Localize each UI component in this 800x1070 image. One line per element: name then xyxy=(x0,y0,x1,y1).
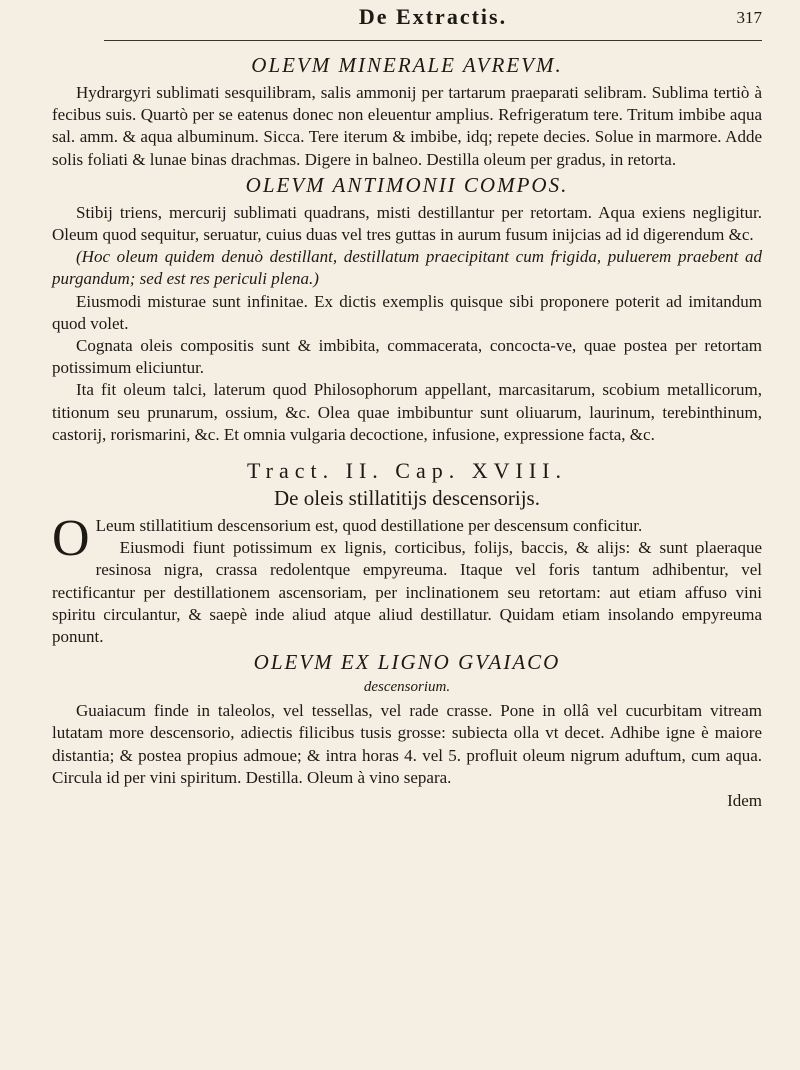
drop-capital: O xyxy=(52,510,90,568)
paragraph: Stibij triens, mercurij sublimati quadrans, misti destillantur per retortam. Aqua exiens negligitur. Oleum quod sequitur, seruatur, cuius duas vel tres guttas in aurum fusum inijcias ad id digerendum &c. xyxy=(52,202,762,245)
paragraph: Hydrargyri sublimati sesquilibram, salis ammonij per tartarum praeparati selibram. Sublima tertiò à fecibus suis. Quartò per se eatenus donec non eleuentur amplius. Refrigeratum tere. Tritum imbibe aqua sal. amm. & aqua albuminum. Sicca. Tere iterum & imbibe, idq; repete decies. Solue in marmore. Adde solis foliati & lunae binas drachmas. Digere in balneo. Destilla oleum per gradus, in retorta. xyxy=(52,83,762,169)
section-subheading: descensorium. xyxy=(363,679,451,696)
page-body xyxy=(52,41,762,811)
paragraph-with-dropcap xyxy=(52,510,762,568)
page-number: 317 xyxy=(736,8,762,27)
paragraph: Eiusmodi misturae sunt infinitae. Ex dictis exemplis quisque sibi proponere poterit ad imitandum quod volet. xyxy=(52,291,762,333)
paragraph: Cognata oleis compositis sunt & imbibita, commacerata, concocta-ve, quae postea per retortam potissimum eliciuntur. xyxy=(52,336,762,378)
paragraph: Eiusmodi fiunt potissimum ex lignis, corticibus, folijs, baccis, & alijs: & sunt plaeraque resinosa nigra, crassa redolentque empyreuma. Itaque vel foris tantum adhibentur, vel rectificantur per destillationem ascensoriam, per inclinationem seu retortam: aut etiam affuso vini spiritu circulantur, & saepè inde aliud atque aliud destillatur. Quidam etiam insolando empyreuma ponunt. xyxy=(52,538,762,647)
paragraph: Ita fit oleum talci, laterum quod Philosophorum appellant, marcasitarum, scobium metallicorum, titionum seu prunarum, ossium, &c. Olea quae imbibuntur sunt oliuarum, laurinum, terebinthinum, castorij, rorismarini, &c. Et omnia vulgaria decoctione, infusione, expressione facta, &c. xyxy=(52,380,762,444)
chapter-title: De oleis stillatitijs descensorijs. xyxy=(274,486,540,511)
catchword: Idem xyxy=(727,791,762,811)
paragraph-text: Leum stillatitium descensorium est, quod destillatione per descensum conficitur. xyxy=(95,516,643,536)
running-head xyxy=(104,0,762,41)
chapter-label: Tract. II. Cap. XVIII. xyxy=(247,458,567,484)
section-heading-oleum-guaiaco: OLEVM EX LIGNO GVAIACO xyxy=(253,650,561,675)
running-title: De Extractis. xyxy=(358,4,508,29)
paragraph-note: (Hoc oleum quidem denuò destillant, destillatum praecipitant cum frigida, puluerem praebent ad purgandum; sed est res periculi plena.) xyxy=(52,247,762,289)
section-heading-oleum-antimonii: OLEVM ANTIMONII COMPOS. xyxy=(245,172,569,197)
paragraph: Guaiacum finde in taleolos, vel tessellas, vel rade crasse. Pone in ollâ vel cucurbitam vitream lutatam more descensorio, adiectis filicibus tusis grosse: subiecta olla vt decet. Adhibe igne è maiore distantia; & postea propius admoue; & intra horas 4. vel 5. profluit oleum nigrum aduftum, cum aqua. Circula id per vini spiritum. Destilla. Oleum à vino separa. xyxy=(52,701,762,787)
section-heading-oleum-minerale: OLEVM MINERALE AVREVM. xyxy=(251,53,563,77)
